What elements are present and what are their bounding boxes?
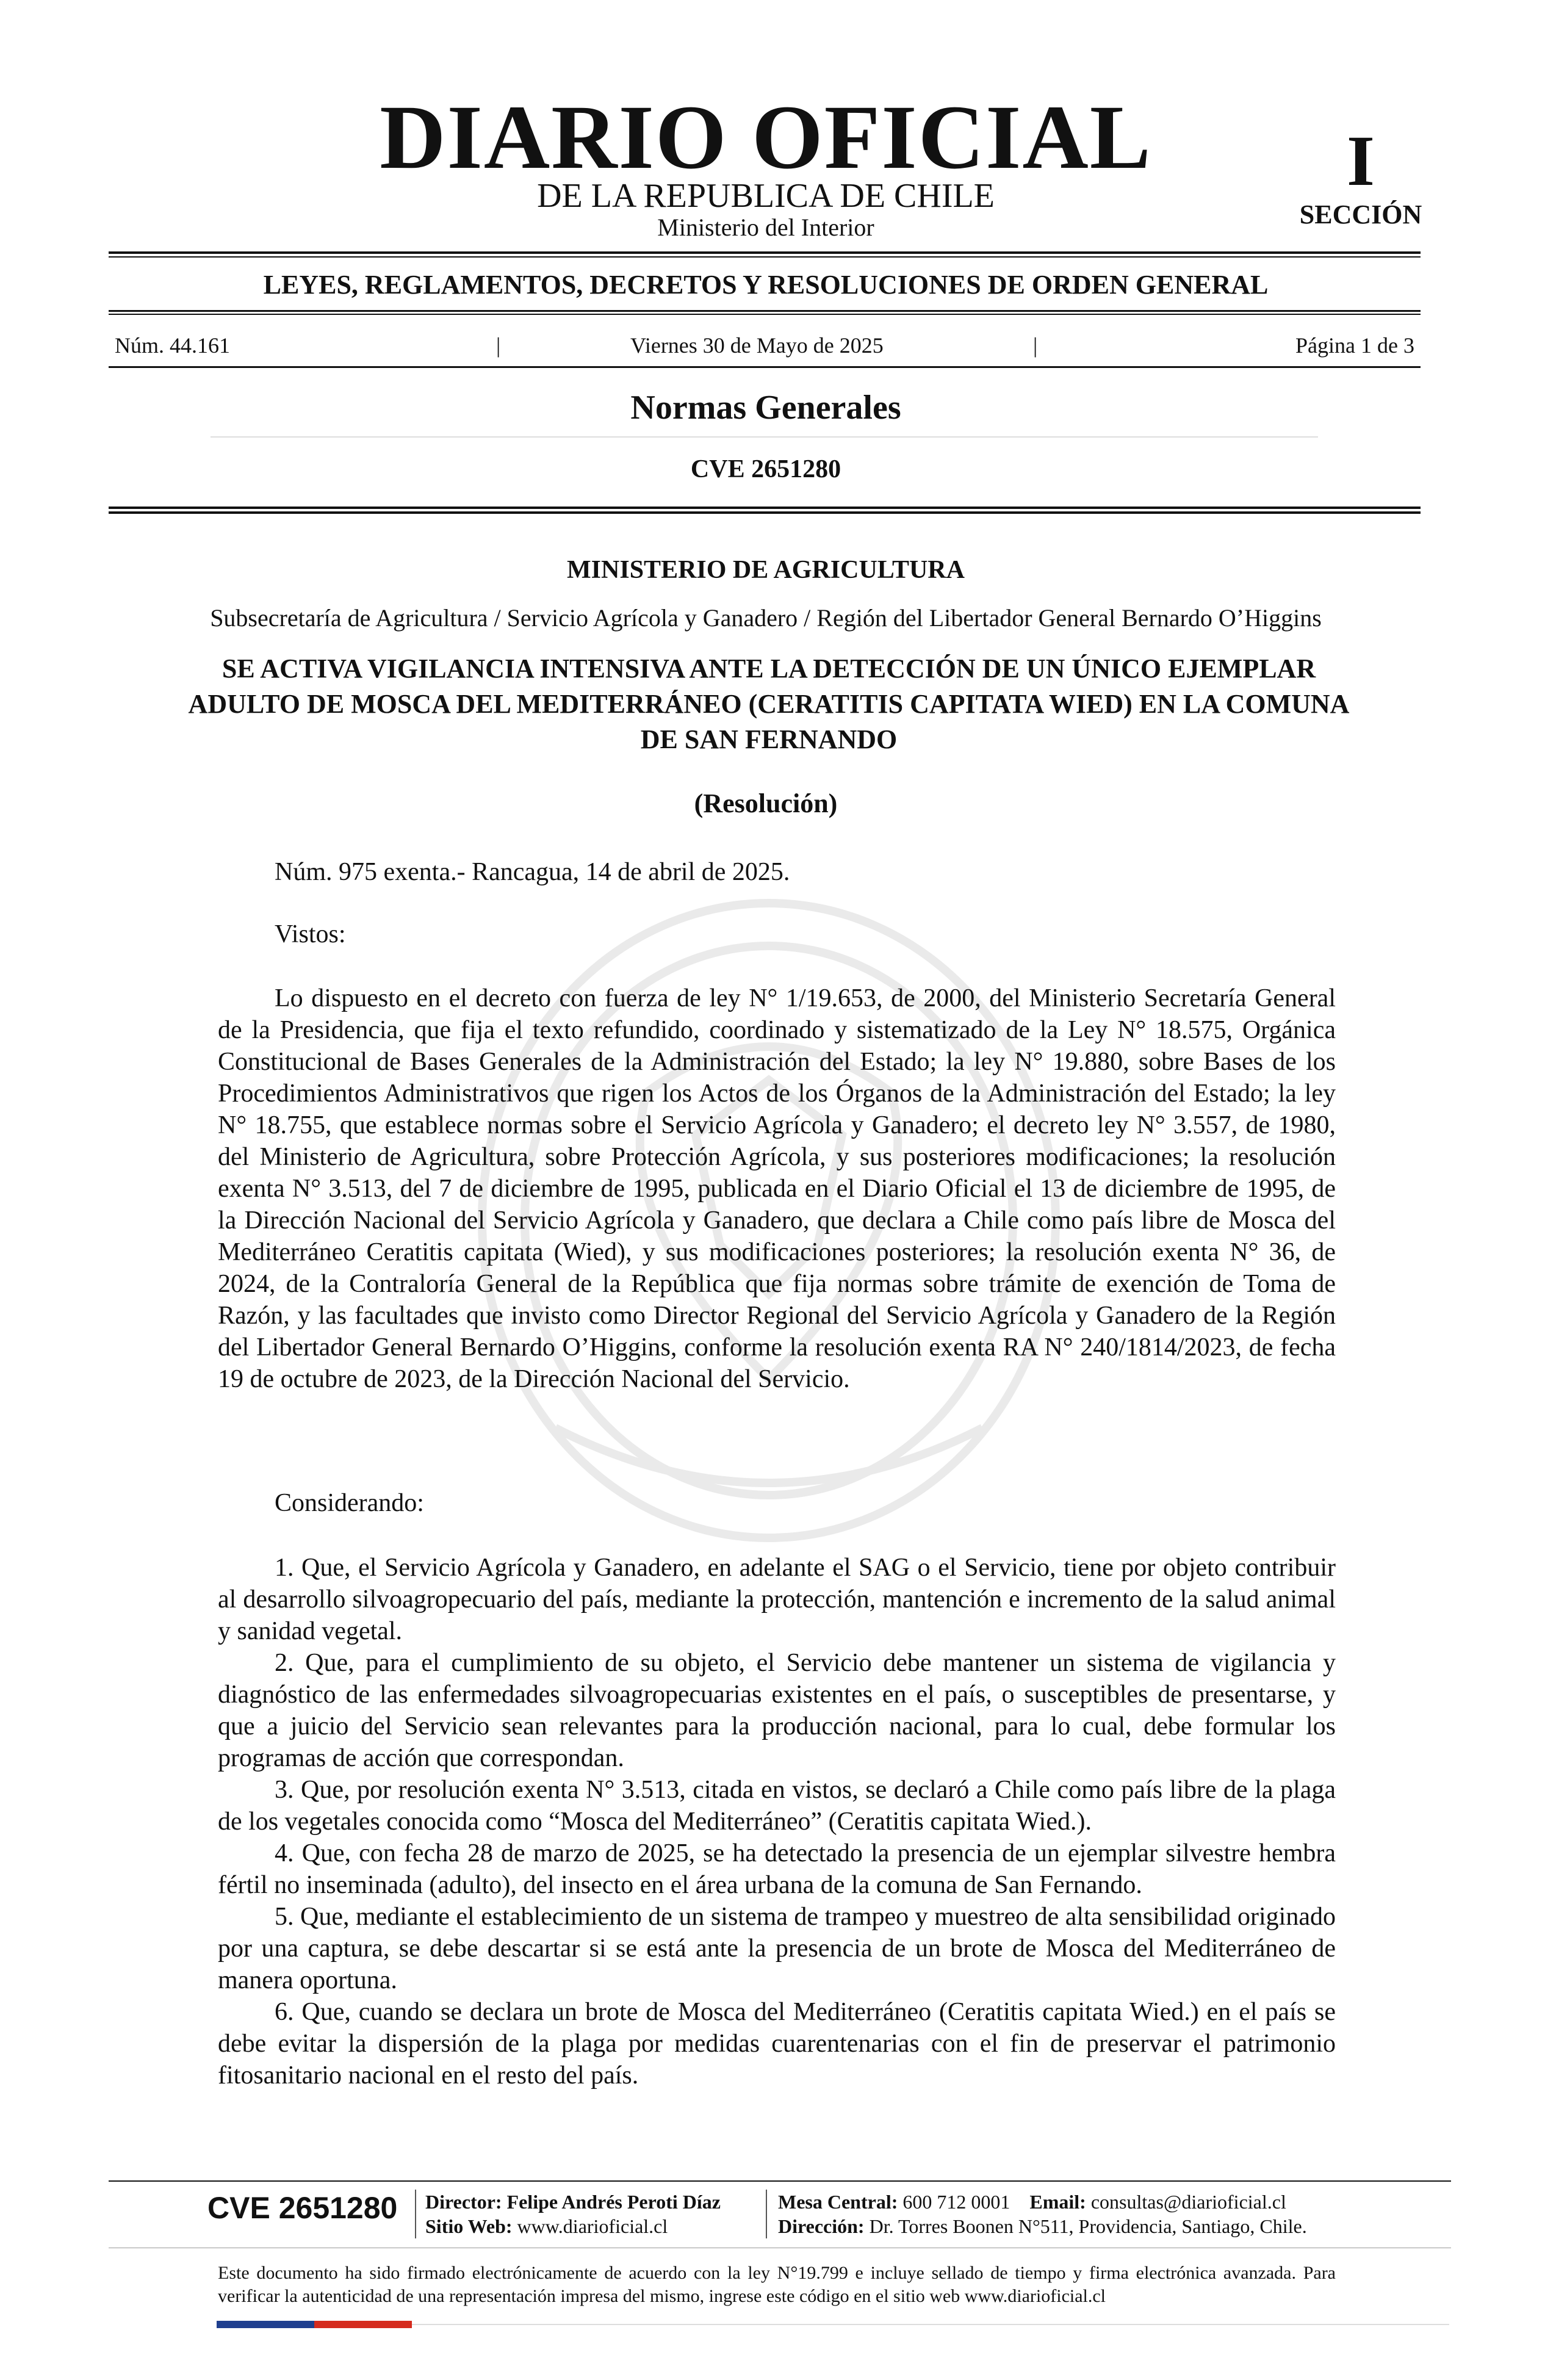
ministry-heading: MINISTERIO DE AGRICULTURA <box>567 556 965 584</box>
issue-number: Núm. 44.161 <box>115 333 230 358</box>
footer-director-block <box>425 2190 721 2238</box>
cve-code: CVE 2651280 <box>690 455 841 483</box>
flag-stripe-blue <box>217 2321 314 2328</box>
footer-divider <box>415 2190 416 2238</box>
header-bottom-rule-2 <box>109 511 1421 514</box>
mesa-phone: 600 712 0001 <box>902 2191 1010 2213</box>
considerandos-list <box>218 1552 1336 2091</box>
masthead-rule-thin <box>109 256 1421 258</box>
section-divider <box>211 436 1318 438</box>
subsecretaria-line: Subsecretaría de Agricultura / Servicio Agrícola y Ganadero / Región del Libertador General Bernardo O’Higgins <box>210 604 1322 632</box>
flag-line <box>412 2324 1449 2325</box>
footer-contact-block <box>778 2190 1307 2238</box>
vistos-label: Vistos: <box>275 920 346 948</box>
email-label: Email: <box>1029 2191 1086 2213</box>
category-heading: LEYES, REGLAMENTOS, DECRETOS Y RESOLUCIONES DE ORDEN GENERAL <box>263 270 1269 300</box>
section-label: SECCIÓN <box>1299 200 1422 229</box>
issue-date: Viernes 30 de Mayo de 2025 <box>630 333 884 358</box>
considerando-item: 6. Que, cuando se declara un brote de Mosca del Mediterráneo (Ceratitis capitata Wied.) en el país se debe evitar la dispersión de la plaga por medidas cuarentenarias con el fin de preservar el patrimonio fitosanitario nacional en el resto del país. <box>218 1998 1336 2090</box>
director-label: Director: <box>425 2191 502 2213</box>
footer-divider <box>766 2190 767 2238</box>
footer-rule <box>109 2180 1451 2182</box>
newspaper-subtitle: DE LA REPUBLICA DE CHILE <box>537 177 995 215</box>
ministry-label: Ministerio del Interior <box>657 214 874 241</box>
newspaper-title: DIARIO OFICIAL <box>380 87 1152 188</box>
document-type: (Resolución) <box>694 788 838 818</box>
info-separator: | <box>1033 333 1038 358</box>
considerando-item: 3. Que, por resolución exenta N° 3.513, citada en vistos, se declaró a Chile como país libre de la plaga de los vegetales conocida como “Mosca del Mediterráneo” (Ceratitis capitata Wied.). <box>218 1776 1336 1836</box>
director-name: Felipe Andrés Peroti Díaz <box>506 2191 721 2213</box>
info-rule <box>109 366 1421 368</box>
section-number: I <box>1347 121 1375 201</box>
mesa-label: Mesa Central: <box>778 2191 898 2213</box>
considerando-item: 2. Que, para el cumplimiento de su objeto, el Servicio debe mantener un sistema de vigilancia y diagnóstico de las enfermedades silvoagropecuarias existentes en el país, o susceptibles de presentarse, y que a juicio del Servicio sean relevantes para la producción nacional, para lo cual, debe formular los programas de acción que correspondan. <box>218 1649 1336 1772</box>
category-rule-thin <box>109 314 1421 315</box>
considerando-item: 4. Que, con fecha 28 de marzo de 2025, se ha detectado la presencia de un ejemplar silvestre hembra fértil no inseminada (adulto), del insecto en el área urbana de la comuna de San Fernando. <box>218 1839 1336 1899</box>
resolution-title: SE ACTIVA VIGILANCIA INTENSIVA ANTE LA DETECCIÓN DE UN ÚNICO EJEMPLAR ADULTO DE MOSCA DEL MEDITERRÁNEO (CERATITIS CAPITATA WIED) EN LA COMUNA DE SAN FERNANDO <box>188 654 1350 754</box>
flag-stripe-red <box>314 2321 412 2328</box>
vistos-text: Lo dispuesto en el decreto con fuerza de ley N° 1/19.653, de 2000, del Ministerio Secretaría General de la Presidencia, que fija el texto refundido, coordinado y sistematizado de la Ley N° 18.575, Orgánica Constitucional de Bases Generales de la Administración del Estado; la ley N° 19.880, sobre Bases de los Procedimientos Administrativos que rigen los Actos de los Órganos de la Administración del Estado; la ley N° 18.755, que establece normas sobre el Servicio Agrícola y Ganadero; el decreto ley N° 3.557, de 1980, del Ministerio de Agricultura, sobre Protección Agrícola, y sus posteriores modificaciones; la resolución exenta N° 3.513, del 7 de diciembre de 1995, publicada en el Diario Oficial el 13 de diciembre de 1995, de la Dirección Nacional del Servicio Agrícola y Ganadero, que declara a Chile como país libre de Mosca del Mediterráneo Ceratitis capitata (Wied), y sus modificaciones posteriores; la resolución exenta N° 36, de 2024, de la Contraloría General de la República que fija normas sobre trámite de exención de Toma de Razón, y las facultades que invisto como Director Regional del Servicio Agrícola y Ganadero de la Región del Libertador General Bernardo O’Higgins, conforme la resolución exenta RA N° 240/1814/2023, de fecha 19 de octubre de 2023, de la Dirección Nacional del Servicio. <box>218 984 1336 1393</box>
direccion-label: Dirección: <box>778 2215 865 2237</box>
considerando-item: 5. Que, mediante el establecimiento de un sistema de trampeo y muestreo de alta sensibilidad originado por una captura, se debe descartar si se está ante la presencia de un brote de Mosca del Mediterráneo de manera oportuna. <box>218 1903 1336 1994</box>
considerando-label: Considerando: <box>275 1489 424 1517</box>
considerando-item: 1. Que, el Servicio Agrícola y Ganadero, en adelante el SAG o el Servicio, tiene por objeto contribuir al desarrollo silvoagropecuario del país, mediante la protección, mantención e incremento de la salud animal y sanidad vegetal. <box>218 1554 1336 1645</box>
footer-cve: CVE 2651280 <box>207 2191 398 2225</box>
email-link[interactable]: consultas@diarioficial.cl <box>1090 2191 1286 2213</box>
header-bottom-rule <box>109 507 1421 509</box>
direccion-text: Dr. Torres Boonen N°511, Providencia, Santiago, Chile. <box>869 2215 1307 2237</box>
info-separator: | <box>496 333 501 358</box>
legal-notice: Este documento ha sido firmado electrónicamente de acuerdo con la ley N°19.799 e incluye sellado de tiempo y firma electrónica avanzada. Para verificar la autenticidad de una representación impresa del mismo, ingrese este código en el sitio web www.diarioficial.cl <box>218 2263 1336 2306</box>
vistos-paragraph <box>218 983 1336 1395</box>
web-link[interactable]: www.diarioficial.cl <box>517 2215 668 2237</box>
masthead-rule <box>109 251 1421 254</box>
web-label: Sitio Web: <box>425 2215 513 2237</box>
category-rule <box>109 310 1421 312</box>
resolution-number: Núm. 975 exenta.- Rancagua, 14 de abril de 2025. <box>275 858 790 886</box>
section-title: Normas Generales <box>630 389 901 427</box>
page-indicator: Página 1 de 3 <box>1295 333 1414 358</box>
